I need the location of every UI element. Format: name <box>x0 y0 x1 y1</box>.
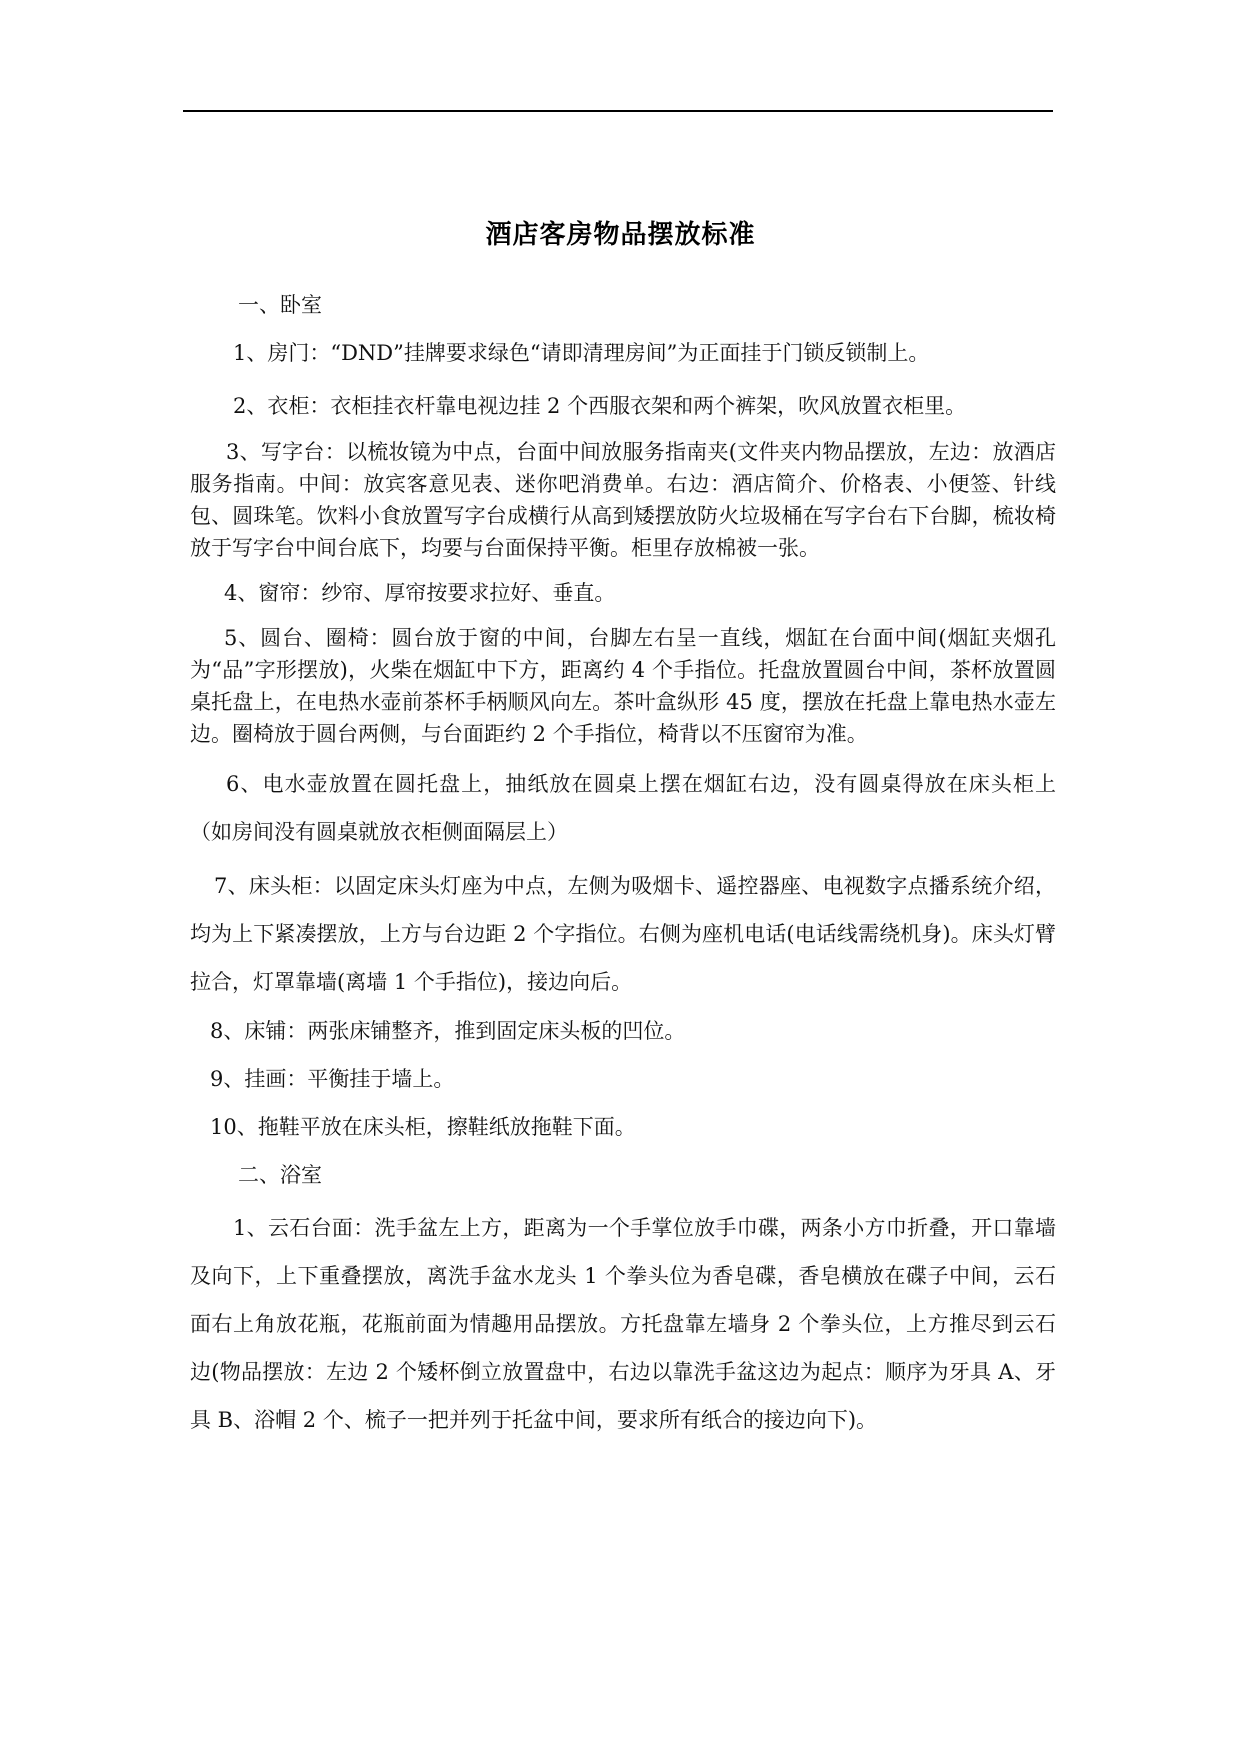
document-title: 酒店客房物品摆放标准 <box>485 220 756 250</box>
section-heading-bedroom: 一、卧室 <box>238 293 322 317</box>
bedroom-item-paintings: 9、挂画：平衡挂于墙上。 <box>210 1067 455 1091</box>
bedroom-item-curtains: 4、窗帘：纱帘、厚帘按要求拉好、垂直。 <box>224 581 616 605</box>
bedroom-item-nightstand: 7、床头柜：以固定床头灯座为中点，左侧为吸烟卡、遥控器座、电视数字点播系统介绍，均为上下紧凑摆放，上方与台边距 2 个字指位。右侧为座机电话(电话线需绕机身)。床头灯臂拉合，灯罩靠墙(离墙 1 个手指位)，接边向后。 <box>190 874 1056 994</box>
bedroom-item-beds: 8、床铺：两张床铺整齐，推到固定床头板的凹位。 <box>210 1019 686 1043</box>
bedroom-item-desk: 3、写字台：以梳妆镜为中点，台面中间放服务指南夹(文件夹内物品摆放，左边：放酒店服务指南。中间：放宾客意见表、迷你吧消费单。右边：酒店简介、价格表、小便签、针线包、圆珠笔。饮料小食放置写字台成横行从高到矮摆放防火垃圾桶在写字台右下台脚，梳妆椅放于写字台中间台底下，均要与台面保持平衡。柜里存放棉被一张。 <box>190 440 1056 560</box>
document-body <box>190 286 1056 1450</box>
bedroom-item-door: 1、房门：“DND”挂牌要求绿色“请即清理房间”为正面挂于门锁反锁制上。 <box>233 341 930 365</box>
header-rule <box>183 110 1053 112</box>
bedroom-item-kettle: 6、电水壶放置在圆托盘上，抽纸放在圆桌上摆在烟缸右边，没有圆桌得放在床头柜上（如房间没有圆桌就放衣柜侧面隔层上） <box>190 772 1056 844</box>
bedroom-item-wardrobe: 2、衣柜：衣柜挂衣杆靠电视边挂 2 个西服衣架和两个裤架，吹风放置衣柜里。 <box>233 394 967 418</box>
section-heading-bathroom: 二、浴室 <box>238 1163 322 1187</box>
bedroom-item-slippers: 10、拖鞋平放在床头柜，擦鞋纸放拖鞋下面。 <box>210 1115 636 1139</box>
bathroom-item-vanity: 1、云石台面：洗手盆左上方，距离为一个手掌位放手巾碟，两条小方巾折叠，开口靠墙及向下，上下重叠摆放，离洗手盆水龙头 1 个拳头位为香皂碟，香皂横放在碟子中间，云石面右上角放花瓶，花瓶前面为情趣用品摆放。方托盘靠左墙身 2 个拳头位，上方推尽到云石边(物品摆放：左边 2 个矮杯倒立放置盘中，右边以靠洗手盆这边为起点：顺序为牙具 A、牙具 B、浴帽 2 个、梳子一把并列于托盆中间，要求所有纸合的接边向下)。 <box>190 1216 1056 1432</box>
bedroom-item-round-table: 5、圆台、圈椅：圆台放于窗的中间，台脚左右呈一直线，烟缸在台面中间(烟缸夹烟孔为“品”字形摆放)，火柴在烟缸中下方，距离约 4 个手指位。托盘放置圆台中间，茶杯放置圆桌托盘上，在电热水壶前茶杯手柄顺风向左。茶叶盒纵形 45 度，摆放在托盘上靠电热水壶左边。圈椅放于圆台两侧，与台面距约 2 个手指位，椅背以不压窗帘为准。 <box>190 626 1056 746</box>
